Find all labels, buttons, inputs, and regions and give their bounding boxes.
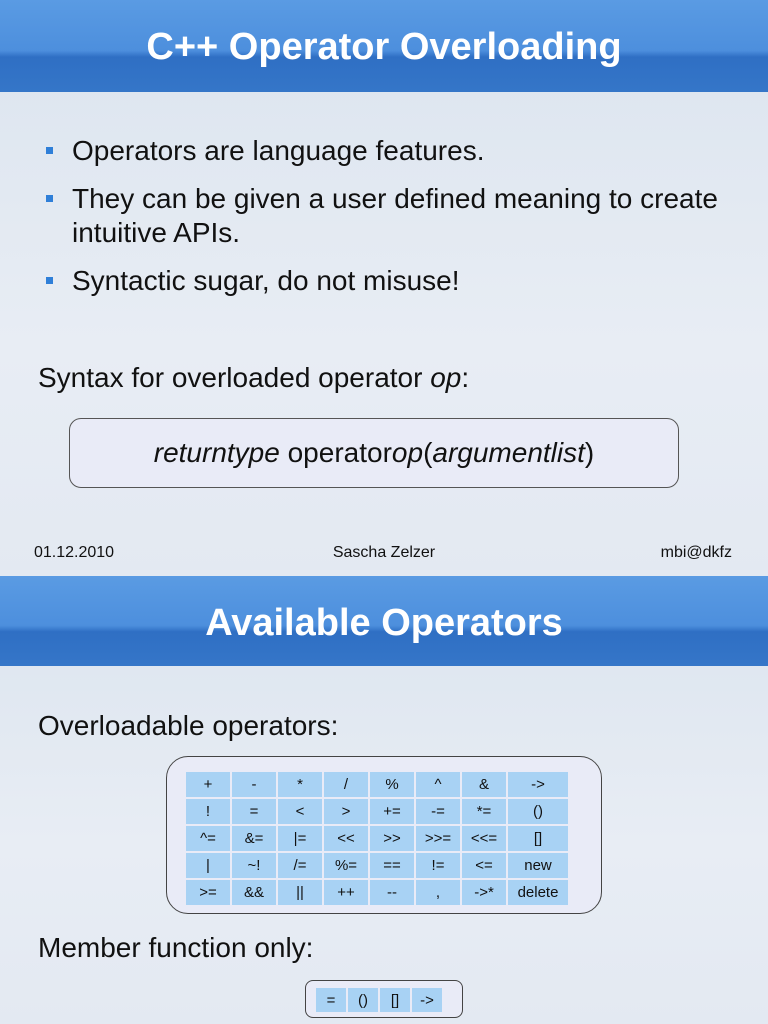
- operator-cell: -=: [416, 799, 460, 824]
- slide-available-operators: [0, 576, 768, 1024]
- syntax-lead: Syntax for overloaded operator op:: [38, 362, 470, 393]
- member-operator-table: [314, 986, 444, 1014]
- bullet-item: [44, 264, 744, 298]
- operator-cell: >>=: [416, 826, 460, 851]
- operator-cell: ~!: [232, 853, 276, 878]
- operator-cell: !: [186, 799, 230, 824]
- operator-cell: =: [316, 988, 346, 1012]
- square-bullet-icon: [46, 195, 53, 202]
- operator-cell: >: [324, 799, 368, 824]
- footer-org: mbi@dkfz: [660, 544, 732, 561]
- operator-cell: ->: [508, 772, 568, 797]
- operator-cell: *=: [462, 799, 506, 824]
- operator-cell: ,: [416, 880, 460, 905]
- member-lead: Member function only:: [38, 932, 314, 963]
- operator-cell: &: [462, 772, 506, 797]
- table-row: [186, 853, 568, 878]
- table-row: [186, 826, 568, 851]
- overloadable-lead: Overloadable operators:: [38, 710, 339, 741]
- operator-cell: ==: [370, 853, 414, 878]
- footer-date: 01.12.2010: [34, 544, 115, 561]
- bullet-item: [44, 182, 744, 250]
- operator-cell: |: [186, 853, 230, 878]
- operator-cell: []: [380, 988, 410, 1012]
- operator-cell: ^: [416, 772, 460, 797]
- slide-title: Available Operators: [205, 602, 563, 644]
- table-row: [316, 988, 442, 1012]
- operator-cell: >>: [370, 826, 414, 851]
- operator-cell: |=: [278, 826, 322, 851]
- operator-cell: delete: [508, 880, 568, 905]
- table-row: [186, 880, 568, 905]
- bullet-text: Operators are language features.: [72, 135, 485, 166]
- bullet-text: Syntactic sugar, do not misuse!: [72, 265, 460, 296]
- operator-cell: (): [508, 799, 568, 824]
- operator-cell: <=: [462, 853, 506, 878]
- table-row: [186, 799, 568, 824]
- operator-cell: &&: [232, 880, 276, 905]
- operator-cell: !=: [416, 853, 460, 878]
- bullet-text: They can be given a user defined meaning to create intuitive APIs.: [72, 183, 718, 248]
- slide-title: C++ Operator Overloading: [146, 26, 622, 68]
- operator-cell: %=: [324, 853, 368, 878]
- operator-table-box: [166, 756, 602, 914]
- operator-cell: /=: [278, 853, 322, 878]
- operator-cell: ->: [412, 988, 442, 1012]
- operator-cell: --: [370, 880, 414, 905]
- operator-cell: <<: [324, 826, 368, 851]
- operator-cell: ->*: [462, 880, 506, 905]
- operator-cell: (): [348, 988, 378, 1012]
- operator-cell: >=: [186, 880, 230, 905]
- operator-cell: =: [232, 799, 276, 824]
- operator-cell: -: [232, 772, 276, 797]
- operator-cell: []: [508, 826, 568, 851]
- square-bullet-icon: [46, 147, 53, 154]
- operator-cell: ^=: [186, 826, 230, 851]
- operator-cell: new: [508, 853, 568, 878]
- operator-cell: ||: [278, 880, 322, 905]
- operator-cell: &=: [232, 826, 276, 851]
- operator-cell: ++: [324, 880, 368, 905]
- syntax-box: returntype operatorop(argumentlist): [69, 418, 679, 488]
- operator-cell: <: [278, 799, 322, 824]
- operator-cell: /: [324, 772, 368, 797]
- table-row: [186, 772, 568, 797]
- operator-cell: +: [186, 772, 230, 797]
- operator-cell: <<=: [462, 826, 506, 851]
- bullet-list: [44, 134, 744, 312]
- operator-cell: *: [278, 772, 322, 797]
- operator-cell: +=: [370, 799, 414, 824]
- bullet-item: [44, 134, 744, 168]
- member-operator-box: [305, 980, 463, 1018]
- footer-author: Sascha Zelzer: [332, 544, 436, 561]
- operator-cell: %: [370, 772, 414, 797]
- square-bullet-icon: [46, 277, 53, 284]
- operator-table: [184, 770, 570, 907]
